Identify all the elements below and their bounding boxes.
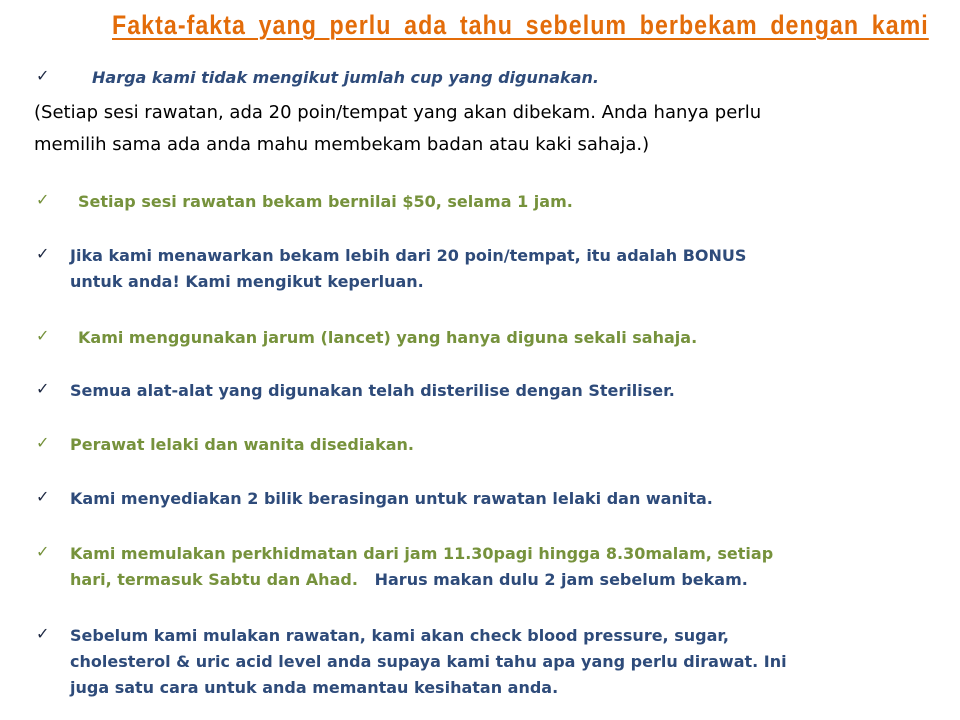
page-title: Fakta-fakta yang perlu ada tahu sebelum berbekam dengan kami — [112, 10, 929, 40]
item-text: Perawat lelaki dan wanita disediakan. — [70, 435, 415, 454]
check-icon: ✓ — [36, 433, 50, 452]
item-text: Kami memulakan perkhidmatan dari jam 11.30pagi hingga 8.30malam, setiap — [70, 544, 774, 563]
item-text: juga satu cara untuk anda memantau kesihatan anda. — [70, 678, 559, 697]
item-text: hari, termasuk Sabtu dan Ahad. — [70, 570, 358, 589]
check-icon: ✓ — [36, 190, 50, 209]
check-icon: ✓ — [36, 66, 50, 85]
item-text: Jika kami menawarkan bekam lebih dari 20 poin/tempat, itu adalah BONUS — [70, 246, 747, 265]
item-text: Sebelum kami mulakan rawatan, kami akan check blood pressure, sugar, — [70, 626, 729, 645]
item-extra-text: Harus makan dulu 2 jam sebelum bekam. — [374, 570, 748, 589]
note-line: memilih sama ada anda mahu membekam badan atau kaki sahaja.) — [34, 134, 650, 155]
item-text: cholesterol & uric acid level anda supaya kami tahu apa yang perlu dirawat. Ini — [70, 652, 787, 671]
item-text: untuk anda! Kami mengikut keperluan. — [70, 272, 424, 291]
note-line: (Setiap sesi rawatan, ada 20 poin/tempat yang akan dibekam. Anda hanya perlu — [34, 102, 762, 123]
item-text: Kami menggunakan jarum (lancet) yang hanya diguna sekali sahaja. — [78, 328, 698, 347]
item-text: Kami menyediakan 2 bilik berasingan untuk rawatan lelaki dan wanita. — [70, 489, 713, 508]
check-icon: ✓ — [36, 487, 50, 506]
check-icon: ✓ — [36, 379, 50, 398]
item-text: Harga kami tidak mengikut jumlah cup yang digunakan. — [92, 68, 599, 87]
item-text: Setiap sesi rawatan bekam bernilai $50, selama 1 jam. — [78, 192, 573, 211]
check-icon: ✓ — [36, 542, 50, 561]
check-icon: ✓ — [36, 326, 50, 345]
check-icon: ✓ — [36, 624, 50, 643]
item-text: Semua alat-alat yang digunakan telah disterilise dengan Steriliser. — [70, 381, 675, 400]
check-icon: ✓ — [36, 244, 50, 263]
